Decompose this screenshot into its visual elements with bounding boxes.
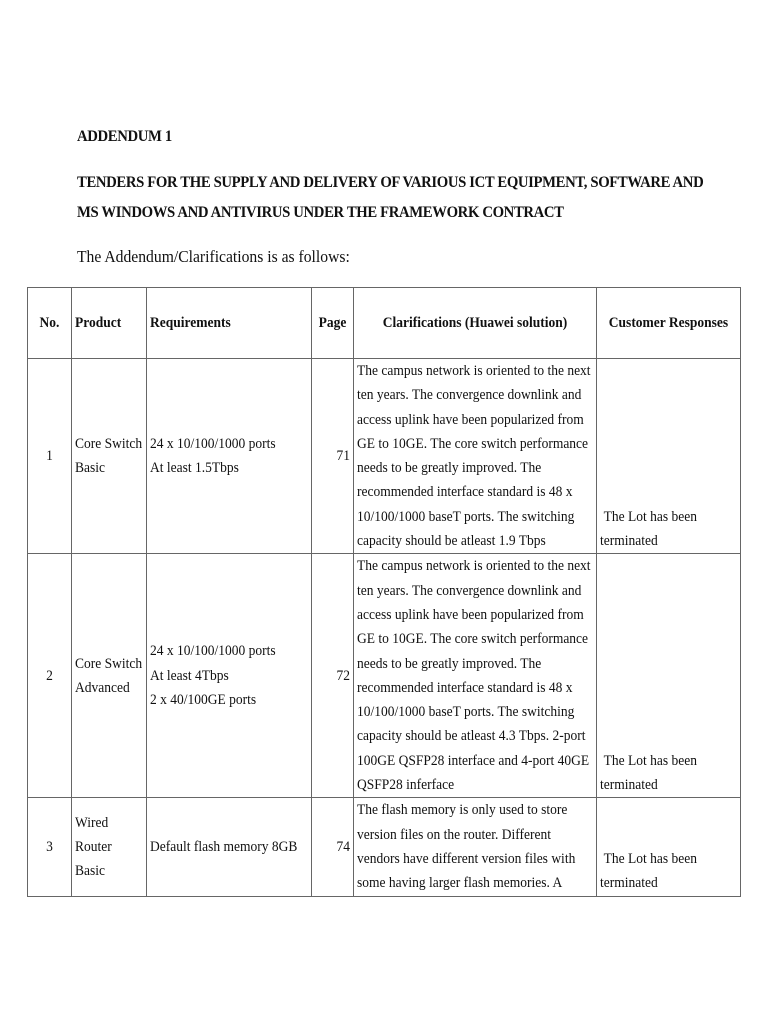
cell-no: 2 (28, 554, 72, 798)
table-row (28, 554, 741, 798)
table-header-row (28, 288, 741, 359)
cell-product: Wired Router Basic (72, 798, 147, 896)
cell-no: 3 (28, 798, 72, 896)
cell-response: The Lot has been terminated (597, 554, 741, 798)
col-header-responses: Customer Responses (597, 288, 741, 359)
cell-clarification: The campus network is oriented to the next ten years. The convergence downlink and access uplink have been popularized from GE to 10GE. The core switch performance needs to be greatly improved. The recommended interface standard is 48 x 10/100/1000 baseT ports. The switching capacity should be atleast 1.9 Tbps (354, 359, 597, 554)
cell-product: Core Switch Basic (72, 359, 147, 554)
cell-page: 71 (312, 359, 354, 554)
cell-clarification: The flash memory is only used to store version files on the router. Different vendors have different version files with some having larger flash memories. A (354, 798, 597, 896)
col-header-no: No. (28, 288, 72, 359)
tender-title-line1: TENDERS FOR THE SUPPLY AND DELIVERY OF VARIOUS ICT EQUIPMENT, SOFTWARE AND (77, 174, 704, 191)
tender-title-line2: MS WINDOWS AND ANTIVIRUS UNDER THE FRAMEWORK CONTRACT (77, 204, 564, 221)
col-header-page: Page (312, 288, 354, 359)
intro-text: The Addendum/Clarifications is as follows: (77, 247, 350, 266)
cell-requirements: 24 x 10/100/1000 ports At least 1.5Tbps (147, 359, 312, 554)
cell-page: 72 (312, 554, 354, 798)
col-header-requirements: Requirements (147, 288, 312, 359)
clarifications-table (27, 287, 741, 897)
cell-response: The Lot has been terminated (597, 359, 741, 554)
cell-product: Core Switch Advanced (72, 554, 147, 798)
cell-clarification: The campus network is oriented to the next ten years. The convergence downlink and access uplink have been popularized from GE to 10GE. The core switch performance needs to be greatly improved. The recommended interface standard is 48 x 10/100/1000 baseT ports. The switching capacity should be atleast 4.3 Tbps. 2-port 100GE QSFP28 interface and 4-port 40GE QSFP28 inferface (354, 554, 597, 798)
col-header-clarifications: Clarifications (Huawei solution) (354, 288, 597, 359)
table-row (28, 359, 741, 554)
cell-no: 1 (28, 359, 72, 554)
cell-requirements: 24 x 10/100/1000 ports At least 4Tbps 2 x 40/100GE ports (147, 554, 312, 798)
addendum-title: ADDENDUM 1 (77, 128, 172, 145)
cell-response: The Lot has been terminated (597, 798, 741, 896)
cell-page: 74 (312, 798, 354, 896)
table-row (28, 798, 741, 896)
col-header-product: Product (72, 288, 147, 359)
cell-requirements: Default flash memory 8GB (147, 798, 312, 896)
